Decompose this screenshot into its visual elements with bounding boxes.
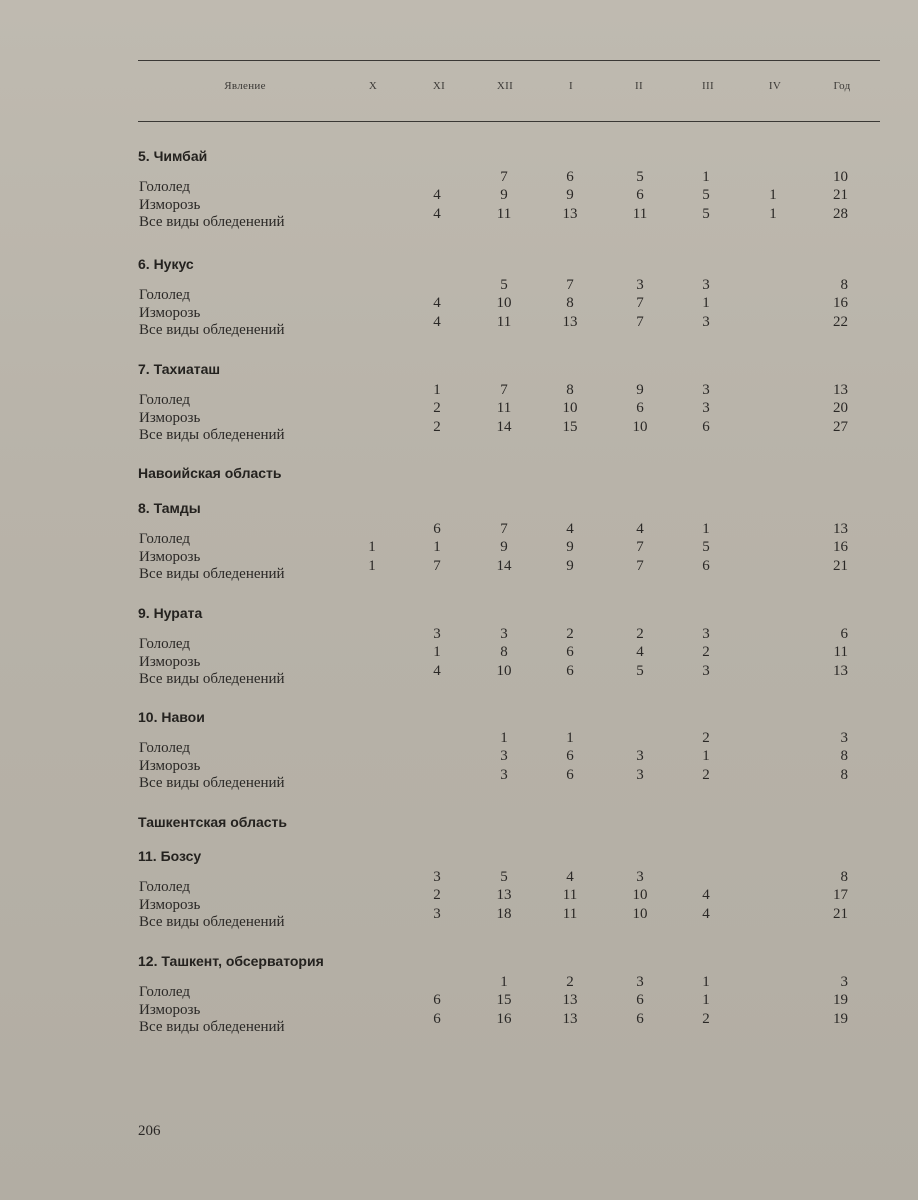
table-cell: 18 <box>496 905 512 922</box>
table-cell: 4 <box>702 887 710 904</box>
table-cell: 6 <box>566 169 574 185</box>
table-cell: 19 <box>833 1010 848 1027</box>
table-cell: 1 <box>433 382 441 398</box>
station-heading: 11. Бозсу <box>138 848 202 864</box>
station-heading: 8. Тамды <box>138 500 201 516</box>
table-cell: 6 <box>840 626 848 642</box>
table-cell: 16 <box>833 295 848 312</box>
row-label: Все виды обледенений <box>139 566 285 582</box>
table-cell: 3 <box>702 400 710 417</box>
table-cell: 5 <box>636 169 644 185</box>
row-label: Гололед <box>139 392 191 408</box>
table-cell: 6 <box>636 1010 644 1027</box>
table-cell: 19 <box>833 992 848 1009</box>
row-label: Изморозь <box>139 196 201 213</box>
table-cell: 8 <box>840 748 848 765</box>
table-cell: 3 <box>840 974 848 990</box>
table-cell: 13 <box>833 521 848 537</box>
table-cell: 10 <box>833 169 848 185</box>
table-cell: 27 <box>833 418 848 435</box>
table-cell: 1 <box>500 730 508 746</box>
table-cell: 5 <box>702 539 710 556</box>
table-cell: 11 <box>562 887 578 904</box>
station-heading: 9. Нурата <box>138 605 203 621</box>
table-cell: 3 <box>702 382 710 398</box>
table-cell: 13 <box>562 313 578 330</box>
row-label: Все виды обледенений <box>139 775 285 791</box>
station-heading: 5. Чимбай <box>138 148 208 164</box>
page-number: 206 <box>138 1123 161 1139</box>
table-cell: 1 <box>433 644 441 661</box>
table-cell: 7 <box>636 557 644 574</box>
table-cell: 3 <box>433 869 441 885</box>
table-cell: 2 <box>702 1010 710 1027</box>
table-cell: 3 <box>702 277 710 293</box>
column-header-xi: XI <box>432 80 446 92</box>
column-header-year: Год <box>833 80 851 92</box>
table-cell: 5 <box>500 869 508 885</box>
table-cell: 8 <box>566 295 574 312</box>
table-cell: 1 <box>433 539 441 556</box>
table-cell: 3 <box>636 766 644 783</box>
column-header-iii: III <box>702 80 714 92</box>
table-cell: 8 <box>840 869 848 885</box>
table-cell: 1 <box>368 557 376 574</box>
table-cell: 6 <box>433 521 441 537</box>
table-cell: 3 <box>500 748 508 765</box>
table-cell: 13 <box>562 1010 578 1027</box>
table-cell: 7 <box>433 557 441 574</box>
table-cell: 4 <box>433 295 441 312</box>
table-cell: 9 <box>566 557 574 574</box>
table-cell: 21 <box>833 187 848 204</box>
table-cell: 10 <box>632 418 648 435</box>
table-cell: 16 <box>833 539 848 556</box>
column-header-i: I <box>569 80 573 92</box>
column-header-ii: II <box>635 80 643 92</box>
table-cell: 3 <box>636 748 644 765</box>
table-cell: 1 <box>368 539 376 556</box>
region-heading: Ташкентская область <box>138 814 287 830</box>
row-label: Все виды обледенений <box>139 214 285 230</box>
row-label: Все виды обледенений <box>139 427 285 443</box>
table-cell: 6 <box>433 992 441 1009</box>
table-cell: 7 <box>636 295 644 312</box>
table-cell: 10 <box>562 400 578 417</box>
table-cell: 1 <box>702 974 710 990</box>
table-cell: 6 <box>702 418 710 435</box>
table-cell: 9 <box>500 539 508 556</box>
table-cell: 9 <box>566 187 574 204</box>
column-header-phenomenon: Явление <box>224 80 266 92</box>
table-cell: 2 <box>702 644 710 661</box>
row-label: Все виды обледенений <box>139 914 285 930</box>
table-cell: 10 <box>496 662 512 679</box>
row-label: Изморозь <box>139 757 201 774</box>
table-cell: 6 <box>702 557 710 574</box>
table-cell: 21 <box>833 905 848 922</box>
table-cell: 2 <box>636 626 644 642</box>
station-heading: 10. Навои <box>138 709 205 725</box>
row-label: Все виды обледенений <box>139 1019 285 1035</box>
table-cell: 1 <box>702 521 710 537</box>
row-label: Гололед <box>139 984 191 1000</box>
table-cell: 6 <box>636 187 644 204</box>
row-label: Изморозь <box>139 409 201 426</box>
table-cell: 4 <box>433 205 441 222</box>
table-cell: 2 <box>433 400 441 417</box>
table-cell: 6 <box>636 992 644 1009</box>
table-cell: 1 <box>769 187 777 204</box>
table-cell: 7 <box>500 382 508 398</box>
table-cell: 13 <box>562 205 578 222</box>
row-label: Изморозь <box>139 304 201 321</box>
table-cell: 1 <box>702 748 710 765</box>
table-cell: 4 <box>566 521 574 537</box>
table-cell: 3 <box>636 974 644 990</box>
table-cell: 4 <box>433 662 441 679</box>
table-cell: 4 <box>433 313 441 330</box>
table-cell: 6 <box>566 662 574 679</box>
table-cell: 1 <box>769 205 777 222</box>
row-label: Изморозь <box>139 1001 201 1018</box>
table-cell: 8 <box>840 277 848 293</box>
table-cell: 3 <box>636 277 644 293</box>
table-cell: 14 <box>496 418 512 435</box>
table-cell: 9 <box>566 539 574 556</box>
table-cell: 2 <box>566 626 574 642</box>
table-cell: 3 <box>636 869 644 885</box>
column-header-iv: IV <box>768 80 782 92</box>
station-heading: 6. Нукус <box>138 256 194 272</box>
table-cell: 8 <box>840 766 848 783</box>
table-cell: 11 <box>496 400 512 417</box>
table-cell: 7 <box>636 539 644 556</box>
table-cell: 6 <box>433 1010 441 1027</box>
table-cell: 1 <box>702 295 710 312</box>
table-cell: 1 <box>702 992 710 1009</box>
column-header-x: X <box>368 80 378 92</box>
row-label: Гололед <box>139 636 191 652</box>
table-cell: 1 <box>702 169 710 185</box>
table-cell: 13 <box>833 382 848 398</box>
table-cell: 2 <box>433 887 441 904</box>
table-cell: 20 <box>833 400 848 417</box>
table-cell: 3 <box>702 313 710 330</box>
table-cell: 4 <box>433 187 441 204</box>
row-label: Все виды обледенений <box>139 671 285 687</box>
table-cell: 11 <box>562 905 578 922</box>
table-cell: 14 <box>496 557 512 574</box>
table-cell: 10 <box>632 887 648 904</box>
table-cell: 16 <box>496 1010 512 1027</box>
table-cell: 13 <box>562 992 578 1009</box>
table-cell: 5 <box>702 187 710 204</box>
table-cell: 11 <box>496 313 512 330</box>
table-cell: 11 <box>833 644 848 661</box>
table-cell: 9 <box>636 382 644 398</box>
row-label: Гололед <box>139 879 191 895</box>
column-header-xii: XII <box>496 80 514 92</box>
table-cell: 3 <box>840 730 848 746</box>
table-cell: 11 <box>496 205 512 222</box>
table-cell: 6 <box>566 766 574 783</box>
table-top-rule <box>138 60 880 61</box>
station-heading: 12. Ташкент, обсерватория <box>138 953 324 969</box>
row-label: Изморозь <box>139 653 201 670</box>
table-cell: 7 <box>500 521 508 537</box>
table-cell: 3 <box>433 626 441 642</box>
table-cell: 6 <box>636 400 644 417</box>
table-cell: 7 <box>566 277 574 293</box>
region-heading: Навоийская область <box>138 465 282 481</box>
table-cell: 21 <box>833 557 848 574</box>
table-cell: 2 <box>702 766 710 783</box>
table-cell: 3 <box>702 662 710 679</box>
table-cell: 13 <box>833 662 848 679</box>
table-cell: 8 <box>500 644 508 661</box>
table-cell: 4 <box>636 521 644 537</box>
row-label: Изморозь <box>139 548 201 565</box>
table-cell: 8 <box>566 382 574 398</box>
table-cell: 7 <box>500 169 508 185</box>
table-cell: 6 <box>566 644 574 661</box>
table-cell: 4 <box>702 905 710 922</box>
table-cell: 10 <box>496 295 512 312</box>
table-cell: 5 <box>500 277 508 293</box>
table-cell: 11 <box>632 205 648 222</box>
table-cell: 9 <box>500 187 508 204</box>
table-cell: 10 <box>632 905 648 922</box>
row-label: Гололед <box>139 740 191 756</box>
table-cell: 13 <box>496 887 512 904</box>
row-label: Гололед <box>139 179 191 195</box>
table-cell: 5 <box>636 662 644 679</box>
table-header-rule <box>138 121 880 122</box>
table-cell: 5 <box>702 205 710 222</box>
table-cell: 6 <box>566 748 574 765</box>
table-cell: 1 <box>500 974 508 990</box>
table-cell: 3 <box>500 626 508 642</box>
table-cell: 4 <box>636 644 644 661</box>
table-cell: 7 <box>636 313 644 330</box>
table-cell: 15 <box>562 418 578 435</box>
table-cell: 17 <box>833 887 848 904</box>
table-cell: 1 <box>566 730 574 746</box>
row-label: Гололед <box>139 287 191 303</box>
table-cell: 28 <box>833 205 848 222</box>
table-cell: 22 <box>833 313 848 330</box>
row-label: Все виды обледенений <box>139 322 285 338</box>
table-cell: 3 <box>702 626 710 642</box>
table-cell: 2 <box>702 730 710 746</box>
row-label: Гололед <box>139 531 191 547</box>
table-cell: 2 <box>433 418 441 435</box>
row-label: Изморозь <box>139 896 201 913</box>
table-cell: 4 <box>566 869 574 885</box>
table-cell: 3 <box>500 766 508 783</box>
table-cell: 2 <box>566 974 574 990</box>
table-cell: 15 <box>496 992 512 1009</box>
station-heading: 7. Тахиаташ <box>138 361 221 377</box>
table-cell: 3 <box>433 905 441 922</box>
